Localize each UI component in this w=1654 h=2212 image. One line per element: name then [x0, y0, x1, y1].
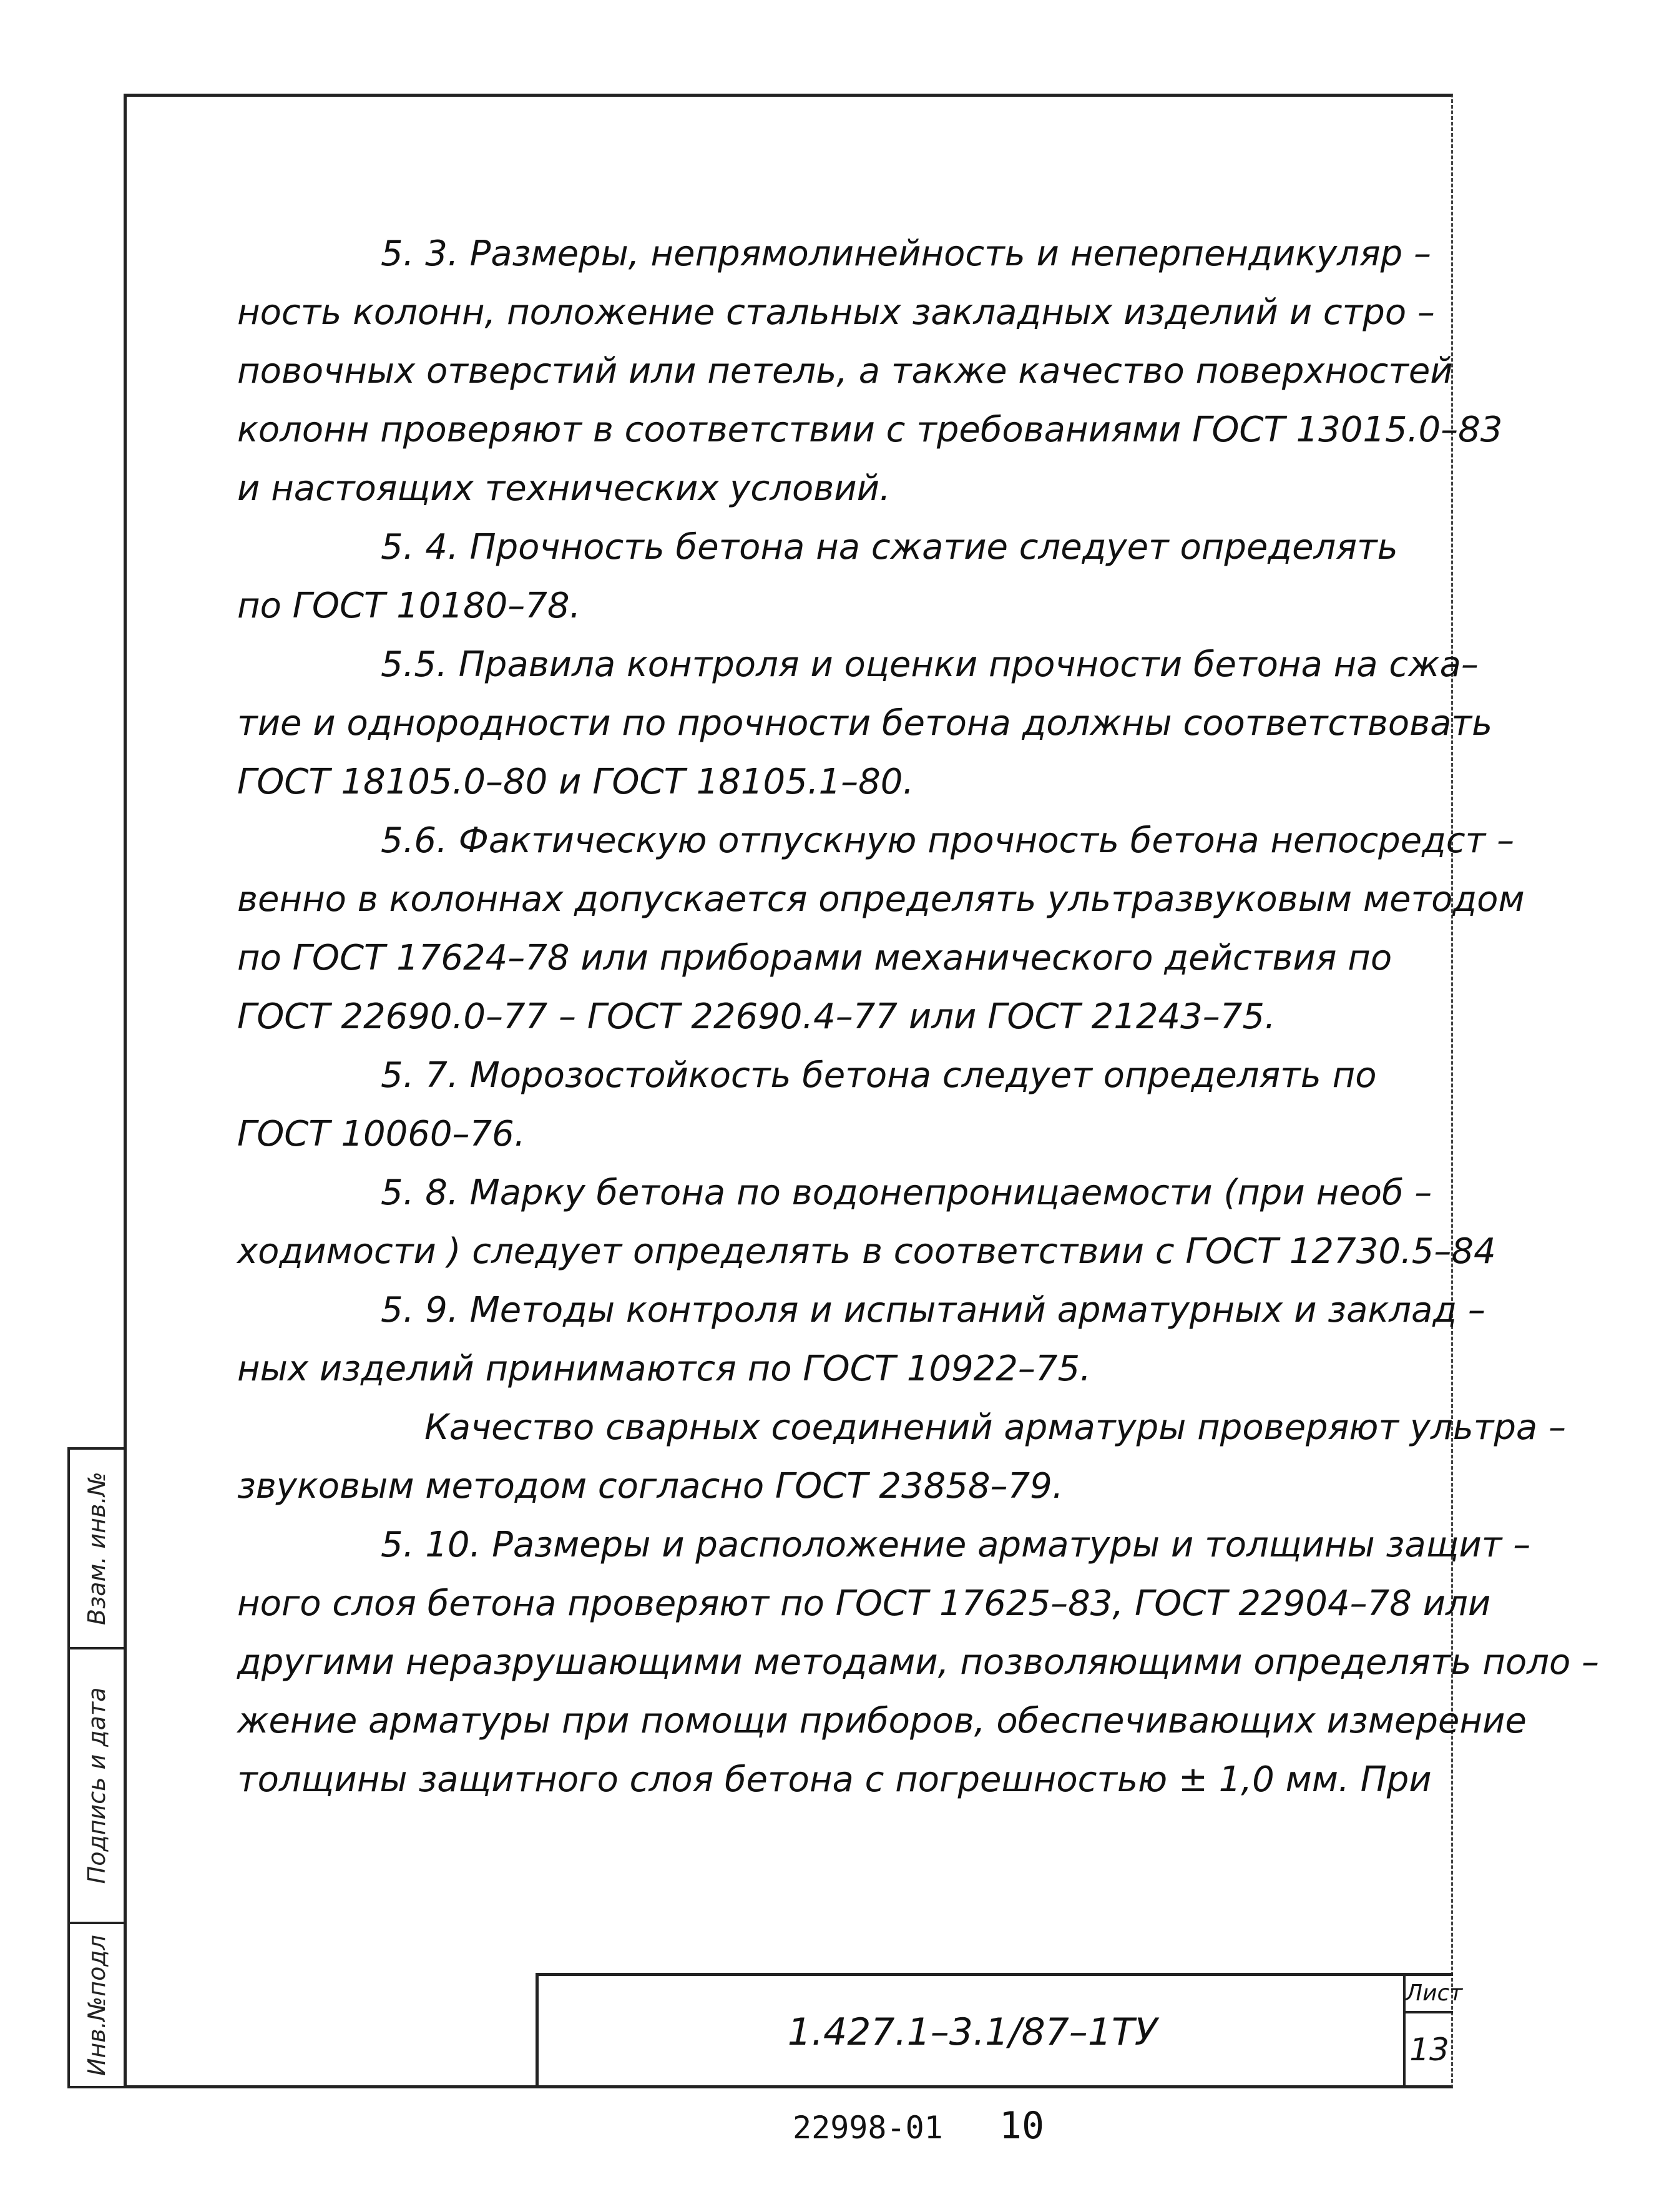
text-line: другими неразрушающими методами, позволяющими определять поло – — [237, 1642, 1600, 1683]
text-line: ходимости ) следует определять в соответствии с ГОСТ 12730.5–84 — [237, 1231, 1496, 1272]
text-line: толщины защитного слоя бетона с погрешностью ± 1,0 мм. При — [237, 1759, 1432, 1800]
text-line: 5. 3. Размеры, непрямолинейность и неперпендикуляр – — [381, 233, 1432, 274]
archive-number: 22998-01 — [793, 2110, 943, 2146]
text-line: 5.6. Фактическую отпускную прочность бетона непосредст – — [381, 820, 1515, 861]
text-line: и настоящих технических условий. — [237, 468, 891, 509]
text-line: звуковым методом согласно ГОСТ 23858–79. — [237, 1466, 1064, 1507]
document-body — [237, 225, 1600, 1809]
side-stamp-inv-orig-text: Инв.№подл — [83, 1934, 110, 2076]
text-line: повочных отверстий или петель, а также качество поверхностей — [237, 351, 1453, 391]
side-stamp-inv-orig — [70, 1924, 124, 2086]
text-line: по ГОСТ 10180–78. — [237, 586, 581, 626]
footer — [793, 2104, 1167, 2148]
text-line: 5. 7. Морозостойкость бетона следует определять по — [381, 1055, 1377, 1096]
text-line: жение арматуры при помощи приборов, обеспечивающих измерение — [237, 1701, 1527, 1741]
text-line: венно в колоннах допускается определять ультразвуковым методом — [237, 879, 1525, 920]
side-stamp-sign-date — [70, 1649, 124, 1924]
text-line: ного слоя бетона проверяют по ГОСТ 17625–83, ГОСТ 22904–78 или — [237, 1583, 1491, 1624]
side-stamp — [67, 1447, 124, 2088]
text-line: 5.5. Правила контроля и оценки прочности бетона на сжа– — [381, 644, 1479, 685]
text-line: колонн проверяют в соответствии с требованиями ГОСТ 13015.0–83 — [237, 410, 1503, 450]
sheet-number: 13 — [1409, 2032, 1449, 2068]
side-stamp-vzam-inv — [70, 1450, 124, 1649]
sheet-label: Лист — [1406, 1976, 1453, 2013]
text-line: ность колонн, положение стальных закладных изделий и стро – — [237, 292, 1435, 333]
text-line: 5. 8. Марку бетона по водонепроницаемости (при необ – — [381, 1172, 1432, 1213]
side-stamp-vzam-inv-text: Взам. инв.№ — [83, 1472, 110, 1625]
text-line: 5. 9. Методы контроля и испытаний арматурных и заклад – — [381, 1290, 1485, 1330]
text-line: ГОСТ 22690.0–77 – ГОСТ 22690.4–77 или ГОСТ 21243–75. — [237, 996, 1276, 1037]
text-line: 5. 10. Размеры и расположение арматуры и толщины защит – — [381, 1525, 1531, 1565]
text-line: 5. 4. Прочность бетона на сжатие следует определять — [381, 527, 1398, 568]
text-line: ных изделий принимаются по ГОСТ 10922–75. — [237, 1349, 1091, 1389]
side-stamp-sign-date-text: Подпись и дата — [83, 1687, 110, 1884]
sheet-box — [1403, 1976, 1463, 2088]
text-line: ГОСТ 10060–76. — [237, 1114, 526, 1154]
text-line: тие и однородности по прочности бетона должны соответствовать — [237, 703, 1493, 744]
text-line: по ГОСТ 17624–78 или приборами механического действия по — [237, 938, 1392, 978]
title-block — [536, 1973, 1463, 2088]
page-number: 10 — [999, 2104, 1045, 2148]
text-line: ГОСТ 18105.0–80 и ГОСТ 18105.1–80. — [237, 762, 914, 802]
text-line: Качество сварных соединений арматуры проверяют ультра – — [424, 1407, 1567, 1448]
document-code: 1.427.1–3.1/87–1ТУ — [787, 2010, 1158, 2054]
